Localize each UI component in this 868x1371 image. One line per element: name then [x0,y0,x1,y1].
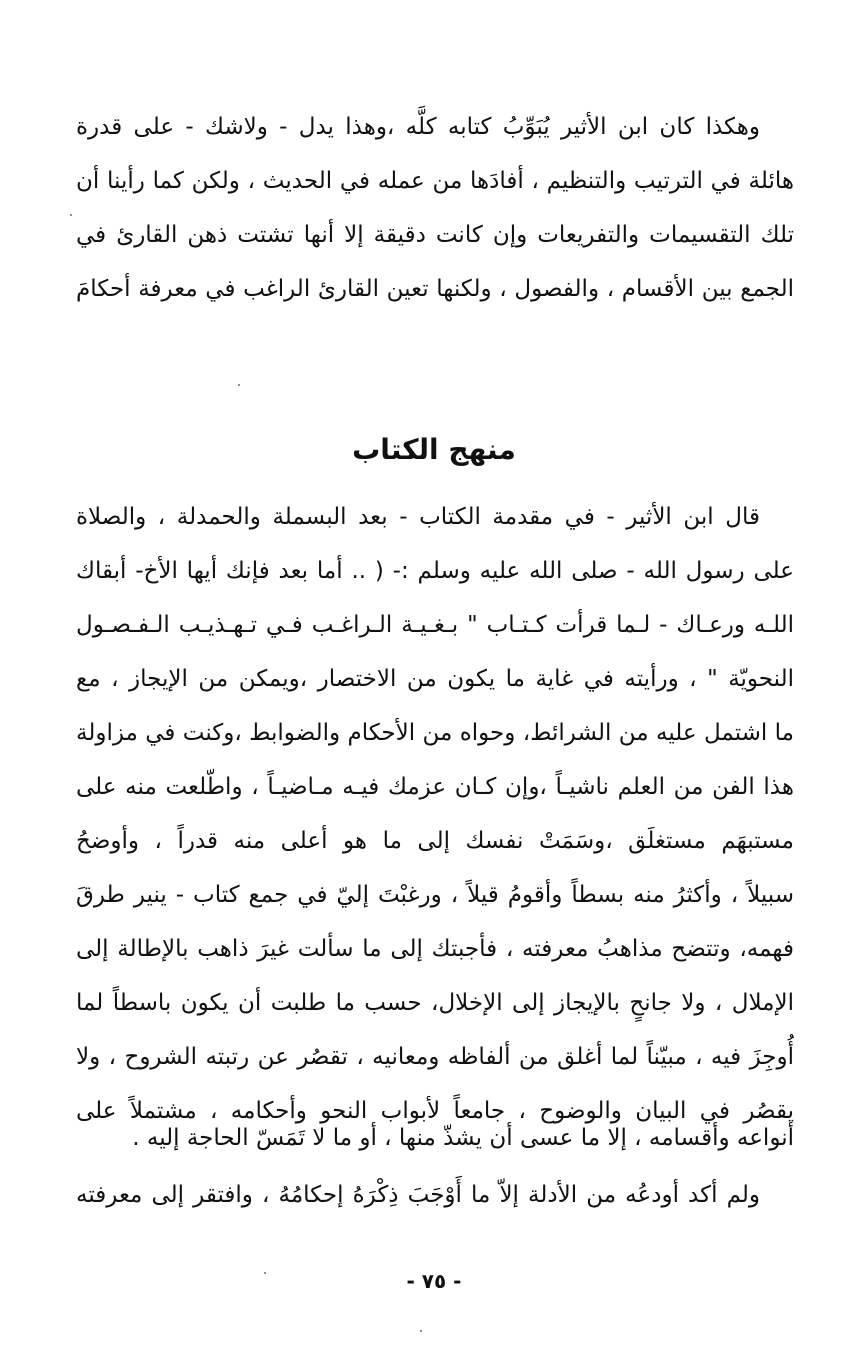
paragraph-line: هذا الفن من العلم ناشيـاً ،وإن كـان عزمك فيـه مـاضيـاً ، واطّلعت منه على [76,774,794,800]
paragraph-line: ما اشتمل عليه من الشرائط، وحواه من الأحكام والضوابط ،وكنت في مزاولة [76,720,794,746]
scan-speck [420,1330,422,1332]
paragraph-line: يقصُر في البيان والوضوح ، جامعاً لأبواب النحو وأحكامه ، مشتملاً على [76,1098,794,1124]
scan-speck [70,214,72,216]
paragraph-line: النحويّة " ، ورأيته في غاية ما يكون من الاختصار ،ويمكن من الإيجاز ، مع [76,666,794,692]
paragraph-line: تلك التقسيمات والتفريعات وإن كانت دقيقة إلا أنها تشتت ذهن القارئ في [76,222,794,248]
paragraph-line: الجمع بين الأقسام ، والفصول ، ولكنها تعين القارئ الراغب في معرفة أحكامَ [76,276,794,302]
paragraph-line: قال ابن الأثير - في مقدمة الكتاب - بعد البسملة والحمدلة ، والصلاة [76,504,760,530]
paragraph-line: أُوجِزَ فيه ، مبيّناً لما أغلق من ألفاظه ومعانيه ، تقصُر عن رتبته الشروح ، ولا [76,1044,794,1070]
paragraph-line: أنواعه وأقسامه ، إلا ما عسى أن يشذّ منها ، أو ما لا تَمَسّ الحاجة إليه . [132,1125,794,1151]
paragraph-line: اللـه ورعـاك - لـما قرأت كـتـاب " بـغـيـة الـراغـب فـي تـهـذيـب الـفـصـول [76,612,794,638]
paragraph-line: فهمه، وتتضح مذاهبُ معرفته ، فأجبتك إلى ما سألت غيرَ ذاهب بالإطالة إلى [76,936,794,962]
paragraph-line: على رسول الله - صلى الله عليه وسلم :- ( .. أما بعد فإنك أيها الأخ- أبقاك [76,558,794,584]
paragraph-line: مستبهَم مستغلَق ،وسَمَتْ نفسك إلى ما هو أعلى منه قدراً ، وأوضحُ [76,828,794,854]
section-heading: منهج الكتاب [352,433,516,466]
paragraph-line: هائلة في الترتيب والتنظيم ، أفادَها من عمله في الحديث ، ولكن كما رأينا أن [76,168,794,194]
scan-speck [238,384,240,386]
page-number: - ٧٥ - [406,1269,462,1293]
paragraph-line: الإملال ، ولا جانحٍ بالإيجاز إلى الإخلال، حسب ما طلبت أن يكون باسطاً لما [76,990,794,1016]
scan-speck [264,1272,266,1274]
paragraph-line: ولم أكد أودعُه من الأدلة إلاّ ما أَوْجَبَ ذِكْرَهُ إحكامُهُ ، وافتقر إلى معرفته [76,1182,760,1208]
paragraph-line: سبيلاً ، وأكثرُ منه بسطاً وأقومُ قيلاً ، ورغبْتَ إليّ في جمع كتاب - ينير طرقَ [76,882,794,908]
paragraph-line: وهكذا كان ابن الأثير يُبَوِّبُ كتابه كلَّه ،وهذا يدل - ولاشك - على قدرة [76,114,760,140]
